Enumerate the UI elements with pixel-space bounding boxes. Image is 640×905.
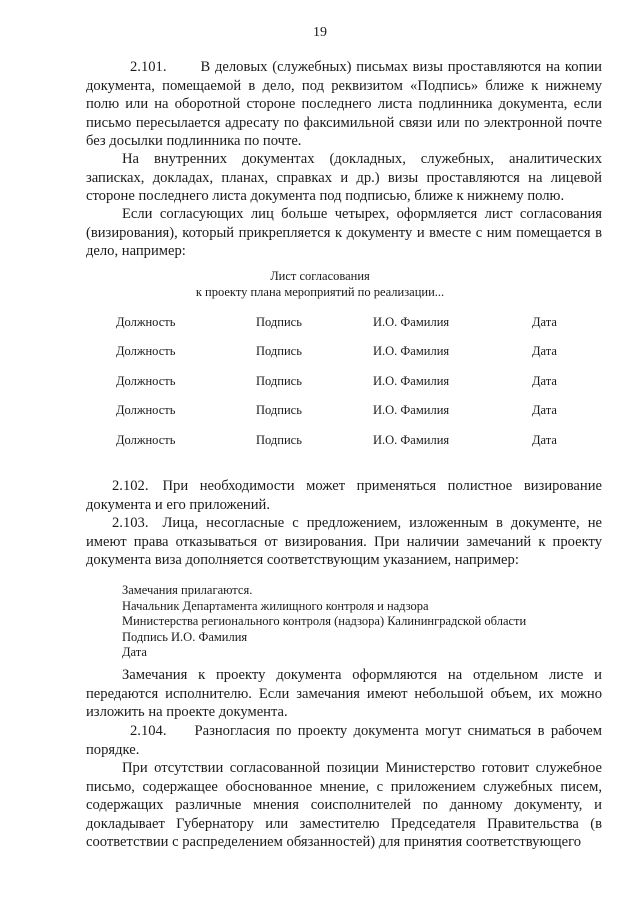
position-cell: Должность bbox=[116, 433, 176, 447]
paragraph-approval-sheet-intro: Если согласующих лиц больше четырех, оформляется лист согласования (визирования), который прикрепляется к документу и вместе с ним помещается в дело, например: bbox=[86, 206, 602, 260]
name-cell: И.О. Фамилия bbox=[373, 315, 450, 329]
name-cell: И.О. Фамилия bbox=[373, 433, 450, 447]
clause-number: 2.104. bbox=[130, 723, 167, 739]
date-cell: Дата bbox=[532, 403, 557, 417]
approval-row bbox=[0, 315, 640, 331]
position-cell: Должность bbox=[116, 315, 176, 329]
date-cell: Дата bbox=[532, 344, 557, 358]
paragraph-2-101 bbox=[86, 58, 602, 151]
paragraph-no-agreed-position: При отсутствии согласованной позиции Министерство готовит служебное письмо, содержащее обоснованное мнение, с приложением служебных писем, содержащих различные мнения соисполнителей по данному документу, и докладывает Губернатору или заместителю Председателя Правительства (в соответствии с распределением обязанностей) для принятия соответствующего bbox=[86, 760, 602, 851]
date-cell: Дата bbox=[532, 433, 557, 447]
clause-text: При необходимости может применяться полистное визирование документа и его приложений. bbox=[86, 478, 602, 513]
paragraph-2-103 bbox=[86, 514, 602, 570]
position-cell: Должность bbox=[116, 344, 176, 358]
name-cell: И.О. Фамилия bbox=[373, 344, 450, 358]
paragraph-internal-documents: На внутренних документах (докладных, служебных, аналитических записках, докладах, планах, справках и др.) визы проставляются на лицевой стороне последнего листа документа под подписью, ближе к нижнему полю. bbox=[86, 151, 602, 205]
position-cell: Должность bbox=[116, 403, 176, 417]
approval-row bbox=[0, 374, 640, 390]
clause-text: Разногласия по проекту документа могут сниматься в рабочем порядке. bbox=[86, 723, 602, 758]
name-cell: И.О. Фамилия bbox=[373, 374, 450, 388]
remarks-example bbox=[122, 583, 582, 661]
clause-number: 2.103. bbox=[112, 515, 149, 531]
signature-cell: Подпись bbox=[256, 374, 302, 388]
paragraph-2-104 bbox=[86, 722, 602, 759]
signature-cell: Подпись bbox=[256, 433, 302, 447]
clause-text: Лица, несогласные с предложением, изложенным в документе, не имеют права отказываться от визирования. При наличии замечаний к проекту документа виза дополняется соответствующим указанием, например: bbox=[86, 515, 602, 569]
date-cell: Дата bbox=[532, 374, 557, 388]
clause-text: В деловых (служебных) письмах визы проставляются на копии документа, помещаемой в дело, под реквизитом «Подпись» ближе к нижнему полю или на оборотной стороне последнего листа подлинника документа, если письмо пересылается адресату по факсимильной связи или по электронной почте без досылки подлинника по почте. bbox=[86, 59, 602, 150]
remarks-line: Подпись И.О. Фамилия bbox=[122, 629, 248, 644]
signature-cell: Подпись bbox=[256, 315, 302, 329]
remarks-line: Начальник Департамента жилищного контроля и надзора bbox=[122, 598, 429, 613]
signature-cell: Подпись bbox=[256, 403, 302, 417]
signature-cell: Подпись bbox=[256, 344, 302, 358]
approval-sheet-subtitle: к проекту плана мероприятий по реализации... bbox=[195, 285, 445, 299]
remarks-line: Дата bbox=[122, 645, 147, 660]
position-cell: Должность bbox=[116, 374, 176, 388]
page-number: 19 bbox=[313, 25, 327, 40]
approval-sheet-title: Лист согласования bbox=[270, 269, 370, 283]
clause-number: 2.101. bbox=[130, 59, 167, 75]
approval-row bbox=[0, 403, 640, 419]
paragraph-2-102 bbox=[86, 477, 602, 514]
clause-number: 2.102. bbox=[112, 478, 149, 494]
remarks-line: Замечания прилагаются. bbox=[122, 583, 253, 597]
name-cell: И.О. Фамилия bbox=[373, 403, 450, 417]
approval-row bbox=[0, 433, 640, 449]
date-cell: Дата bbox=[532, 315, 557, 329]
approval-row bbox=[0, 344, 640, 360]
paragraph-remarks-separate-sheet: Замечания к проекту документа оформляются на отдельном листе и передаются исполнителю. Если замечания имеют небольшой объем, их можно изложить на проекте документа. bbox=[86, 667, 602, 721]
remarks-line: Министерства регионального контроля (надзора) Калининградской области bbox=[122, 614, 527, 629]
